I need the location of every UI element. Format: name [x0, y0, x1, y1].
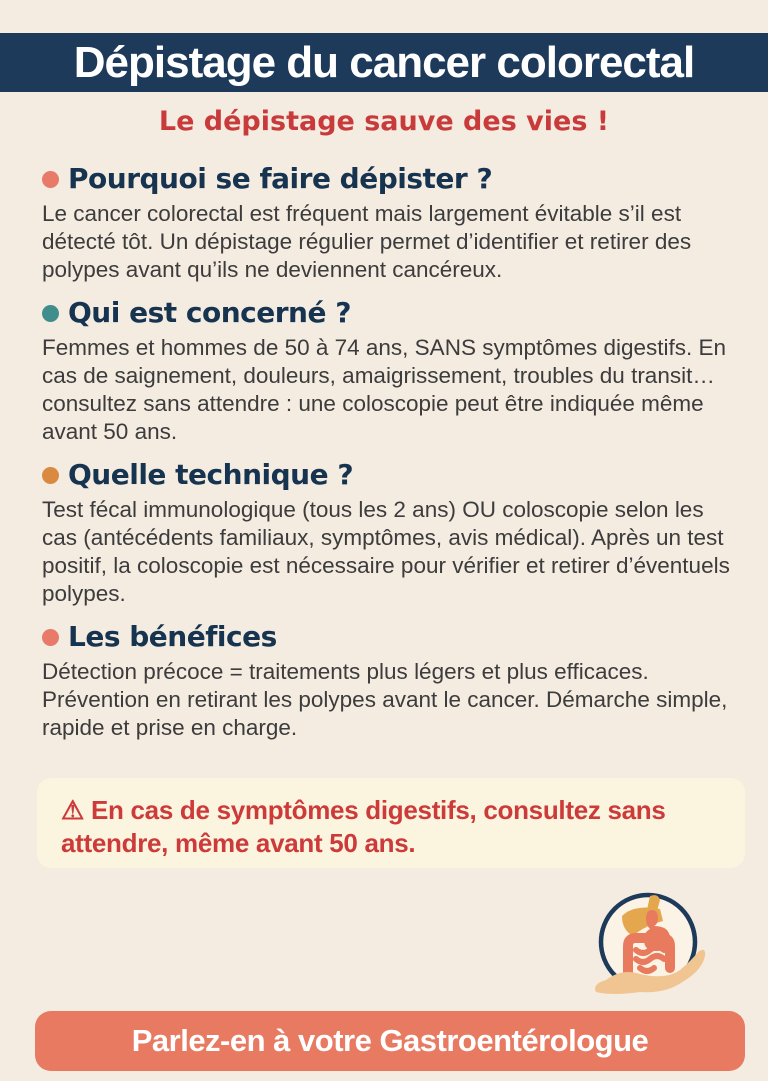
warning-text [61, 794, 721, 860]
tagline: Le dépistage sauve des vies ! [158, 106, 610, 137]
section-heading-row [42, 297, 732, 329]
page-title: Dépistage du cancer colorectal [73, 37, 695, 87]
section-heading-row [42, 621, 732, 653]
section-body-text: Le cancer colorectal est fréquent mais largement évitable s’il est détecté tôt. Un dépistage régulier permet d’identifier et retirer des polypes avant qu’ils ne deviennent cancéreux. [42, 201, 692, 282]
bullet-icon [42, 171, 59, 188]
section-heading-row [42, 459, 732, 491]
warning-icon: ⚠ [61, 795, 85, 825]
section-heading-row [42, 163, 732, 195]
bullet-icon [42, 629, 59, 646]
section-body-text: Test fécal immunologique (tous les 2 ans) OU coloscopie selon les cas (antécédents familiaux, symptômes, avis médical). Après un test positif, la coloscopie est nécessaire pour vérifier et retirer d’éventuels polypes. [42, 497, 730, 606]
digestive-system-illustration [578, 884, 728, 1008]
header-banner [0, 33, 768, 92]
section-body-text: Femmes et hommes de 50 à 74 ans, SANS symptômes digestifs. En cas de saignement, douleurs, amaigrissement, troubles du transit… consultez sans attendre : une coloscopie peut être indiquée même avant 50 ans. [42, 335, 727, 444]
section-pourquoi [42, 163, 732, 284]
section-qui [42, 297, 732, 446]
section-heading: Quelle technique ? [68, 458, 354, 491]
bullet-icon [42, 305, 59, 322]
bullet-icon [42, 467, 59, 484]
warning-callout [37, 778, 745, 868]
talk-to-gastroenterologist-button[interactable] [35, 1011, 745, 1071]
section-heading: Pourquoi se faire dépister ? [68, 162, 493, 195]
section-technique [42, 459, 732, 608]
section-heading: Qui est concerné ? [68, 296, 351, 329]
digestive-system-icon [578, 884, 728, 1008]
sections-container [42, 163, 732, 755]
section-benefices [42, 621, 732, 742]
warning-message: En cas de symptômes digestifs, consultez sans attendre, même avant 50 ans. [61, 795, 666, 858]
footer-button-label: Parlez-en à votre Gastroentérologue [131, 1023, 649, 1058]
section-body-text: Détection précoce = traitements plus légers et plus efficaces. Prévention en retirant les polypes avant le cancer. Démarche simple, rapide et prise en charge. [42, 659, 728, 740]
section-heading: Les bénéfices [68, 620, 277, 653]
